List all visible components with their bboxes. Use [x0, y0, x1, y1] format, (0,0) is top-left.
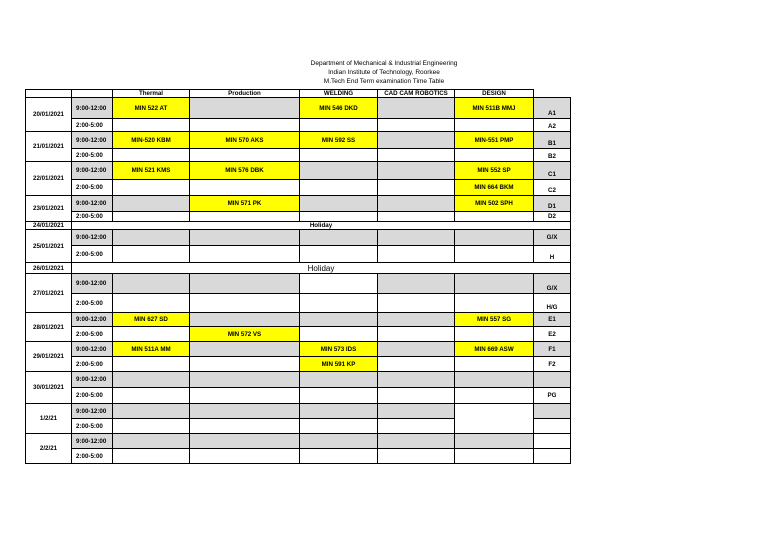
- exam-cell: [300, 449, 378, 464]
- exam-cell: [190, 357, 300, 372]
- exam-cell: [378, 98, 455, 119]
- column-header-production: Production: [190, 90, 300, 98]
- date-cell: 23/01/2021: [26, 196, 72, 222]
- exam-cell: [113, 404, 190, 419]
- code-cell: [534, 419, 571, 434]
- slot-evening: 2:00-5:00: [72, 149, 113, 162]
- exam-cell: [378, 230, 455, 246]
- exam-cell: MIN 570 AKS: [190, 132, 300, 149]
- exam-cell: [378, 196, 455, 212]
- exam-cell: [378, 132, 455, 149]
- exam-cell: [455, 212, 534, 222]
- exam-cell: [300, 246, 378, 263]
- exam-cell: [455, 388, 534, 404]
- slot-evening: 2:00-5:00: [72, 246, 113, 263]
- date-cell: 26/01/2021: [26, 263, 72, 274]
- exam-cell: [113, 419, 190, 434]
- exam-cell: [190, 313, 300, 327]
- date-cell: 2/2/21: [26, 434, 72, 464]
- exam-cell: [190, 419, 300, 434]
- column-header-cadcam: CAD CAM ROBOTICS: [378, 90, 455, 98]
- slot-evening: 2:00-5:00: [72, 357, 113, 372]
- exam-cell: [378, 313, 455, 327]
- exam-cell: [300, 274, 378, 294]
- exam-cell: [455, 246, 534, 263]
- code-cell: [534, 404, 571, 419]
- exam-cell: [378, 404, 455, 419]
- slot-evening: 2:00-5:00: [72, 419, 113, 434]
- code-cell: A1: [534, 98, 571, 119]
- exam-cell: MIN 627 SD: [113, 313, 190, 327]
- exam-cell: [113, 372, 190, 388]
- exam-cell: MIN 573 IDS: [300, 342, 378, 357]
- slot-evening: 2:00-5:00: [72, 327, 113, 342]
- slot-evening: 2:00-5:00: [72, 180, 113, 196]
- exam-cell: [113, 230, 190, 246]
- slot-evening: 2:00-5:00: [72, 212, 113, 222]
- exam-cell: [113, 388, 190, 404]
- exam-cell: [378, 434, 455, 449]
- slot-morning: 9:00-12:00: [72, 342, 113, 357]
- exam-cell: [300, 180, 378, 196]
- slot-evening: 2:00-5:00: [72, 294, 113, 313]
- exam-cell: MIN 557 SG: [455, 313, 534, 327]
- exam-cell: [113, 327, 190, 342]
- exam-cell: [113, 246, 190, 263]
- exam-cell: MIN 511A MM: [113, 342, 190, 357]
- exam-cell: MIN 576 DBK: [190, 162, 300, 180]
- exam-cell: [455, 119, 534, 132]
- exam-cell: MIN 552 SP: [455, 162, 534, 180]
- exam-cell: [190, 434, 300, 449]
- exam-cell: [113, 357, 190, 372]
- exam-cell: MIN-520 KBM: [113, 132, 190, 149]
- exam-cell: [113, 274, 190, 294]
- exam-cell: [190, 342, 300, 357]
- slot-morning: 9:00-12:00: [72, 162, 113, 180]
- exam-cell: [378, 372, 455, 388]
- exam-cell: [378, 449, 455, 464]
- slot-morning: 9:00-12:00: [72, 132, 113, 149]
- exam-cell: [455, 230, 534, 246]
- corner-cell: [72, 90, 113, 98]
- holiday-label: Holiday: [72, 263, 571, 274]
- code-cell: H: [534, 246, 571, 263]
- code-cell: B2: [534, 149, 571, 162]
- timetable: [25, 89, 571, 464]
- date-cell: 24/01/2021: [26, 222, 72, 230]
- exam-cell: [190, 98, 300, 119]
- exam-cell: [300, 372, 378, 388]
- code-cell: B1: [534, 132, 571, 149]
- exam-cell: [190, 230, 300, 246]
- exam-cell: [300, 294, 378, 313]
- exam-title: M.Tech End Term examination Time Table: [323, 78, 445, 85]
- dept-title: Department of Mechanical & Industrial Engineering: [310, 60, 458, 67]
- exam-cell: MIN 572 VS: [190, 327, 300, 342]
- holiday-label: Holiday: [72, 222, 571, 230]
- code-cell: F2: [534, 357, 571, 372]
- slot-morning: 9:00-12:00: [72, 434, 113, 449]
- exam-cell: [455, 274, 534, 294]
- exam-cell: [378, 357, 455, 372]
- column-header-design: DESIGN: [455, 90, 534, 98]
- exam-cell: [190, 212, 300, 222]
- exam-cell: MIN 502 SPH: [455, 196, 534, 212]
- exam-cell: [455, 149, 534, 162]
- exam-cell: [455, 294, 534, 313]
- exam-cell: [113, 434, 190, 449]
- exam-cell: [190, 119, 300, 132]
- date-cell: 25/01/2021: [26, 230, 72, 263]
- exam-cell: [300, 388, 378, 404]
- exam-cell: [378, 246, 455, 263]
- code-cell: [534, 449, 571, 464]
- date-cell: 20/01/2021: [26, 98, 72, 132]
- column-header-thermal: Thermal: [113, 90, 190, 98]
- exam-cell: MIN 591 KP: [300, 357, 378, 372]
- exam-cell: MIN 511B MMJ: [455, 98, 534, 119]
- exam-cell: [113, 294, 190, 313]
- code-cell: PG: [534, 388, 571, 404]
- exam-cell: [190, 149, 300, 162]
- exam-cell: [378, 388, 455, 404]
- exam-cell: [455, 434, 534, 449]
- column-header-welding: WELDING: [300, 90, 378, 98]
- exam-cell: [113, 196, 190, 212]
- exam-cell: [113, 180, 190, 196]
- code-cell: H/G: [534, 294, 571, 313]
- exam-cell: [300, 149, 378, 162]
- code-cell: E1: [534, 313, 571, 327]
- slot-evening: 2:00-5:00: [72, 388, 113, 404]
- slot-morning: 9:00-12:00: [72, 98, 113, 119]
- slot-morning: 9:00-12:00: [72, 372, 113, 388]
- exam-cell: [113, 449, 190, 464]
- slot-morning: 9:00-12:00: [72, 230, 113, 246]
- exam-cell: [113, 149, 190, 162]
- exam-cell: MIN 664 BKM: [455, 180, 534, 196]
- exam-cell: [378, 274, 455, 294]
- exam-cell: [300, 313, 378, 327]
- exam-cell: [190, 372, 300, 388]
- date-cell: 27/01/2021: [26, 274, 72, 313]
- exam-cell: [455, 327, 534, 342]
- code-cell: A2: [534, 119, 571, 132]
- exam-cell: [190, 180, 300, 196]
- exam-cell: [190, 294, 300, 313]
- code-cell: E2: [534, 327, 571, 342]
- date-cell: 30/01/2021: [26, 372, 72, 404]
- blank-cell: [534, 90, 571, 98]
- code-cell: [534, 372, 571, 388]
- exam-cell: [378, 212, 455, 222]
- exam-cell: MIN 546 DKD: [300, 98, 378, 119]
- exam-cell: [378, 180, 455, 196]
- slot-morning: 9:00-12:00: [72, 404, 113, 419]
- slot-morning: 9:00-12:00: [72, 196, 113, 212]
- exam-cell: [455, 404, 534, 434]
- exam-cell: [455, 357, 534, 372]
- exam-cell: [300, 434, 378, 449]
- date-cell: 21/01/2021: [26, 132, 72, 162]
- exam-cell: [113, 119, 190, 132]
- exam-cell: [300, 119, 378, 132]
- date-cell: 22/01/2021: [26, 162, 72, 196]
- exam-cell: MIN-551 PMP: [455, 132, 534, 149]
- exam-cell: [113, 212, 190, 222]
- code-cell: C1: [534, 162, 571, 180]
- exam-cell: [190, 274, 300, 294]
- exam-cell: [378, 342, 455, 357]
- exam-cell: [300, 419, 378, 434]
- code-cell: G/X: [534, 274, 571, 294]
- exam-cell: [300, 162, 378, 180]
- date-cell: 28/01/2021: [26, 313, 72, 342]
- exam-cell: [300, 230, 378, 246]
- slot-morning: 9:00-12:00: [72, 274, 113, 294]
- corner-cell: [26, 90, 72, 98]
- code-cell: D2: [534, 212, 571, 222]
- exam-cell: MIN 571 PK: [190, 196, 300, 212]
- institute-title: Indian Institute of Technology, Roorkee: [328, 69, 440, 76]
- code-cell: [534, 434, 571, 449]
- exam-cell: [378, 419, 455, 434]
- exam-cell: [378, 119, 455, 132]
- exam-cell: [300, 212, 378, 222]
- date-cell: 29/01/2021: [26, 342, 72, 372]
- exam-cell: [378, 327, 455, 342]
- exam-cell: [300, 404, 378, 419]
- slot-morning: 9:00-12:00: [72, 313, 113, 327]
- exam-cell: MIN 669 ASW: [455, 342, 534, 357]
- date-cell: 1/2/21: [26, 404, 72, 434]
- exam-cell: [378, 149, 455, 162]
- slot-evening: 2:00-5:00: [72, 449, 113, 464]
- exam-cell: [190, 449, 300, 464]
- exam-cell: [300, 327, 378, 342]
- exam-cell: MIN 521 KMS: [113, 162, 190, 180]
- exam-cell: [455, 449, 534, 464]
- exam-cell: [190, 404, 300, 419]
- exam-cell: MIN 522 AT: [113, 98, 190, 119]
- slot-evening: 2:00-5:00: [72, 119, 113, 132]
- code-cell: C2: [534, 180, 571, 196]
- exam-cell: [378, 162, 455, 180]
- code-cell: G/X: [534, 230, 571, 246]
- code-cell: F1: [534, 342, 571, 357]
- code-cell: D1: [534, 196, 571, 212]
- exam-cell: [190, 246, 300, 263]
- exam-cell: [455, 372, 534, 388]
- exam-cell: MIN 592 SS: [300, 132, 378, 149]
- exam-cell: [190, 388, 300, 404]
- exam-cell: [378, 294, 455, 313]
- exam-cell: [300, 196, 378, 212]
